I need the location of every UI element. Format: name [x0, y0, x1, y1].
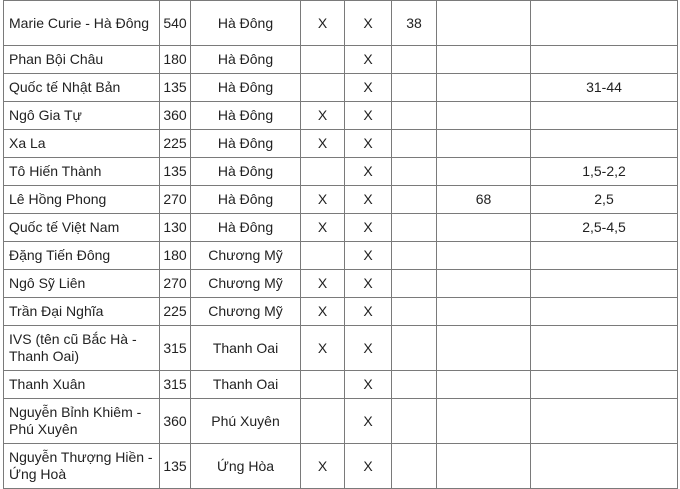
number-cell: 315 — [160, 326, 191, 371]
area-cell: Thanh Oai — [191, 326, 301, 371]
mark-cell-2: X — [345, 102, 392, 130]
value-cell-1 — [392, 102, 437, 130]
mark-cell-1 — [301, 399, 345, 444]
mark-cell-1 — [301, 158, 345, 186]
mark-cell-1: X — [301, 326, 345, 371]
mark-cell-1 — [301, 242, 345, 270]
number-cell: 180 — [160, 242, 191, 270]
mark-cell-2: X — [345, 186, 392, 214]
mark-cell-1: X — [301, 130, 345, 158]
mark-cell-2: X — [345, 399, 392, 444]
value-cell-1 — [392, 270, 437, 298]
area-cell: Hà Đông — [191, 46, 301, 74]
school-name-cell: Ngô Gia Tự — [4, 102, 160, 130]
value-cell-2 — [437, 102, 531, 130]
value-cell-3 — [531, 270, 678, 298]
mark-cell-2: X — [345, 1, 392, 46]
school-name-cell: Ngô Sỹ Liên — [4, 270, 160, 298]
value-cell-1 — [392, 130, 437, 158]
table-row — [4, 186, 678, 214]
area-cell: Hà Đông — [191, 74, 301, 102]
value-cell-2 — [437, 298, 531, 326]
number-cell: 540 — [160, 1, 191, 46]
table-row — [4, 444, 678, 489]
area-cell: Hà Đông — [191, 186, 301, 214]
area-cell: Chương Mỹ — [191, 270, 301, 298]
school-name-cell: Trần Đại Nghĩa — [4, 298, 160, 326]
school-name-cell: Quốc tế Nhật Bản — [4, 74, 160, 102]
value-cell-3 — [531, 399, 678, 444]
value-cell-2 — [437, 444, 531, 489]
table-row — [4, 242, 678, 270]
table-row — [4, 130, 678, 158]
number-cell: 315 — [160, 371, 191, 399]
mark-cell-2: X — [345, 214, 392, 242]
area-cell: Hà Đông — [191, 214, 301, 242]
table-row — [4, 158, 678, 186]
number-cell: 130 — [160, 214, 191, 242]
school-name-cell: IVS (tên cũ Bắc Hà - Thanh Oai) — [4, 326, 160, 371]
table-row — [4, 102, 678, 130]
number-cell: 135 — [160, 444, 191, 489]
school-name-cell: Xa La — [4, 130, 160, 158]
area-cell: Chương Mỹ — [191, 298, 301, 326]
mark-cell-1: X — [301, 186, 345, 214]
value-cell-2 — [437, 270, 531, 298]
mark-cell-2: X — [345, 242, 392, 270]
mark-cell-1: X — [301, 298, 345, 326]
number-cell: 270 — [160, 270, 191, 298]
value-cell-2 — [437, 130, 531, 158]
table-row — [4, 46, 678, 74]
table-row — [4, 214, 678, 242]
number-cell: 360 — [160, 399, 191, 444]
table-row — [4, 326, 678, 371]
mark-cell-1 — [301, 371, 345, 399]
value-cell-2 — [437, 158, 531, 186]
mark-cell-1: X — [301, 102, 345, 130]
value-cell-2 — [437, 1, 531, 46]
mark-cell-2: X — [345, 298, 392, 326]
table-row — [4, 399, 678, 444]
value-cell-3 — [531, 102, 678, 130]
value-cell-3 — [531, 444, 678, 489]
mark-cell-1 — [301, 46, 345, 74]
value-cell-1 — [392, 298, 437, 326]
value-cell-3 — [531, 130, 678, 158]
table-row — [4, 298, 678, 326]
mark-cell-1 — [301, 74, 345, 102]
school-name-cell: Đặng Tiến Đông — [4, 242, 160, 270]
number-cell: 270 — [160, 186, 191, 214]
value-cell-2 — [437, 326, 531, 371]
mark-cell-2: X — [345, 46, 392, 74]
value-cell-1 — [392, 444, 437, 489]
mark-cell-2: X — [345, 444, 392, 489]
area-cell: Chương Mỹ — [191, 242, 301, 270]
mark-cell-2: X — [345, 158, 392, 186]
school-name-cell: Marie Curie - Hà Đông — [4, 1, 160, 46]
school-name-cell: Tô Hiến Thành — [4, 158, 160, 186]
area-cell: Hà Đông — [191, 102, 301, 130]
area-cell: Thanh Oai — [191, 371, 301, 399]
value-cell-1 — [392, 74, 437, 102]
table-row — [4, 371, 678, 399]
value-cell-3 — [531, 371, 678, 399]
table-body — [4, 1, 678, 489]
mark-cell-1: X — [301, 270, 345, 298]
school-name-cell: Thanh Xuân — [4, 371, 160, 399]
value-cell-2 — [437, 74, 531, 102]
table-row — [4, 1, 678, 46]
value-cell-3 — [531, 298, 678, 326]
mark-cell-1: X — [301, 214, 345, 242]
school-name-cell: Quốc tế Việt Nam — [4, 214, 160, 242]
table-row — [4, 74, 678, 102]
value-cell-3: 1,5-2,2 — [531, 158, 678, 186]
school-name-cell: Phan Bội Châu — [4, 46, 160, 74]
area-cell: Phú Xuyên — [191, 399, 301, 444]
value-cell-1 — [392, 158, 437, 186]
mark-cell-2: X — [345, 326, 392, 371]
mark-cell-1: X — [301, 1, 345, 46]
value-cell-3: 2,5 — [531, 186, 678, 214]
school-name-cell: Nguyễn Thượng Hiền - Ứng Hoà — [4, 444, 160, 489]
value-cell-3 — [531, 46, 678, 74]
value-cell-2 — [437, 371, 531, 399]
value-cell-3 — [531, 326, 678, 371]
value-cell-3 — [531, 242, 678, 270]
value-cell-3 — [531, 1, 678, 46]
value-cell-2 — [437, 399, 531, 444]
school-name-cell: Lê Hồng Phong — [4, 186, 160, 214]
area-cell: Ứng Hòa — [191, 444, 301, 489]
value-cell-1: 38 — [392, 1, 437, 46]
area-cell: Hà Đông — [191, 130, 301, 158]
value-cell-1 — [392, 399, 437, 444]
number-cell: 180 — [160, 46, 191, 74]
value-cell-1 — [392, 326, 437, 371]
number-cell: 135 — [160, 74, 191, 102]
area-cell: Hà Đông — [191, 158, 301, 186]
value-cell-2: 68 — [437, 186, 531, 214]
mark-cell-2: X — [345, 74, 392, 102]
number-cell: 135 — [160, 158, 191, 186]
value-cell-3: 31-44 — [531, 74, 678, 102]
mark-cell-1: X — [301, 444, 345, 489]
mark-cell-2: X — [345, 270, 392, 298]
table-row — [4, 270, 678, 298]
value-cell-1 — [392, 214, 437, 242]
area-cell: Hà Đông — [191, 1, 301, 46]
number-cell: 225 — [160, 130, 191, 158]
schools-table — [3, 0, 678, 489]
value-cell-1 — [392, 242, 437, 270]
value-cell-2 — [437, 46, 531, 74]
mark-cell-2: X — [345, 130, 392, 158]
mark-cell-2: X — [345, 371, 392, 399]
school-name-cell: Nguyễn Bỉnh Khiêm - Phú Xuyên — [4, 399, 160, 444]
value-cell-1 — [392, 371, 437, 399]
value-cell-1 — [392, 46, 437, 74]
value-cell-3: 2,5-4,5 — [531, 214, 678, 242]
number-cell: 360 — [160, 102, 191, 130]
value-cell-2 — [437, 214, 531, 242]
number-cell: 225 — [160, 298, 191, 326]
value-cell-1 — [392, 186, 437, 214]
value-cell-2 — [437, 242, 531, 270]
